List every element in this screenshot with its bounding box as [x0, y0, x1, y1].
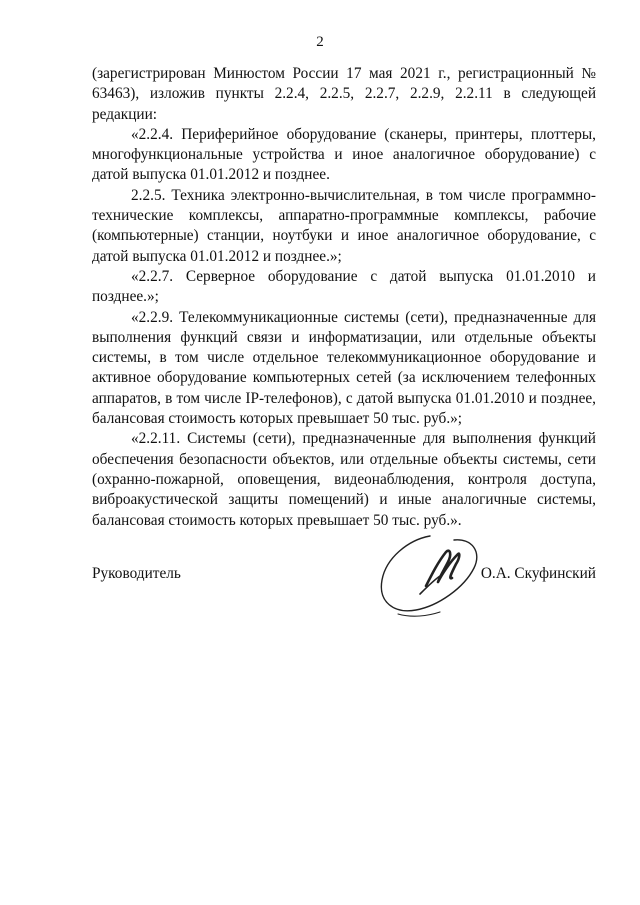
paragraph-2-2-5: 2.2.5. Техника электронно-вычислительная, в том числе программно-технические комплексы, аппаратно-программные комплексы, рабочие (компьютерные) станции, ноутбуки и иное аналогичное оборудование, с датой выпуска 01.01.2012 и позднее.»;	[92, 186, 596, 265]
signer-name: О.А. Скуфинский	[480, 565, 596, 582]
document-body	[92, 64, 596, 531]
signer-title: Руководитель	[92, 565, 181, 582]
paragraph-2-2-7: «2.2.7. Серверное оборудование с датой выпуска 01.01.2010 и позднее.»;	[92, 267, 596, 306]
page-number: 2	[316, 34, 324, 50]
paragraph-2-2-9: «2.2.9. Телекоммуникационные системы (сети), предназначенные для выполнения функций связи и информатизации, или отдельные объекты системы, в том числе отдельное телекоммуникационное оборудование и активное оборудование компьютерных сетей (за исключением телефонных аппаратов, в том числе IP-телефонов), с датой выпуска 01.01.2010 и позднее, балансовая стоимость которых превышает 50 тыс. руб.»;	[92, 308, 596, 428]
paragraph-2-2-11: «2.2.11. Системы (сети), предназначенные для выполнения функций обеспечения безопасности объектов, или отдельные объекты системы, сети (охранно-пожарной, оповещения, видеонаблюдения, контроля доступа, виброакустической защиты помещений) и иные аналогичные системы, балансовая стоимость которых превышает 50 тыс. руб.».	[92, 430, 596, 529]
signature-block	[92, 565, 596, 589]
paragraph-intro: (зарегистрирован Минюстом России 17 мая 2021 г., регистрационный № 63463), изложив пункты 2.2.4, 2.2.5, 2.2.7, 2.2.9, 2.2.11 в следующей редакции:	[92, 65, 596, 123]
paragraph-2-2-4: «2.2.4. Периферийное оборудование (сканеры, принтеры, плоттеры, многофункциональные устройства и иное аналогичное оборудование) с датой выпуска 01.01.2012 и позднее.	[92, 125, 596, 184]
